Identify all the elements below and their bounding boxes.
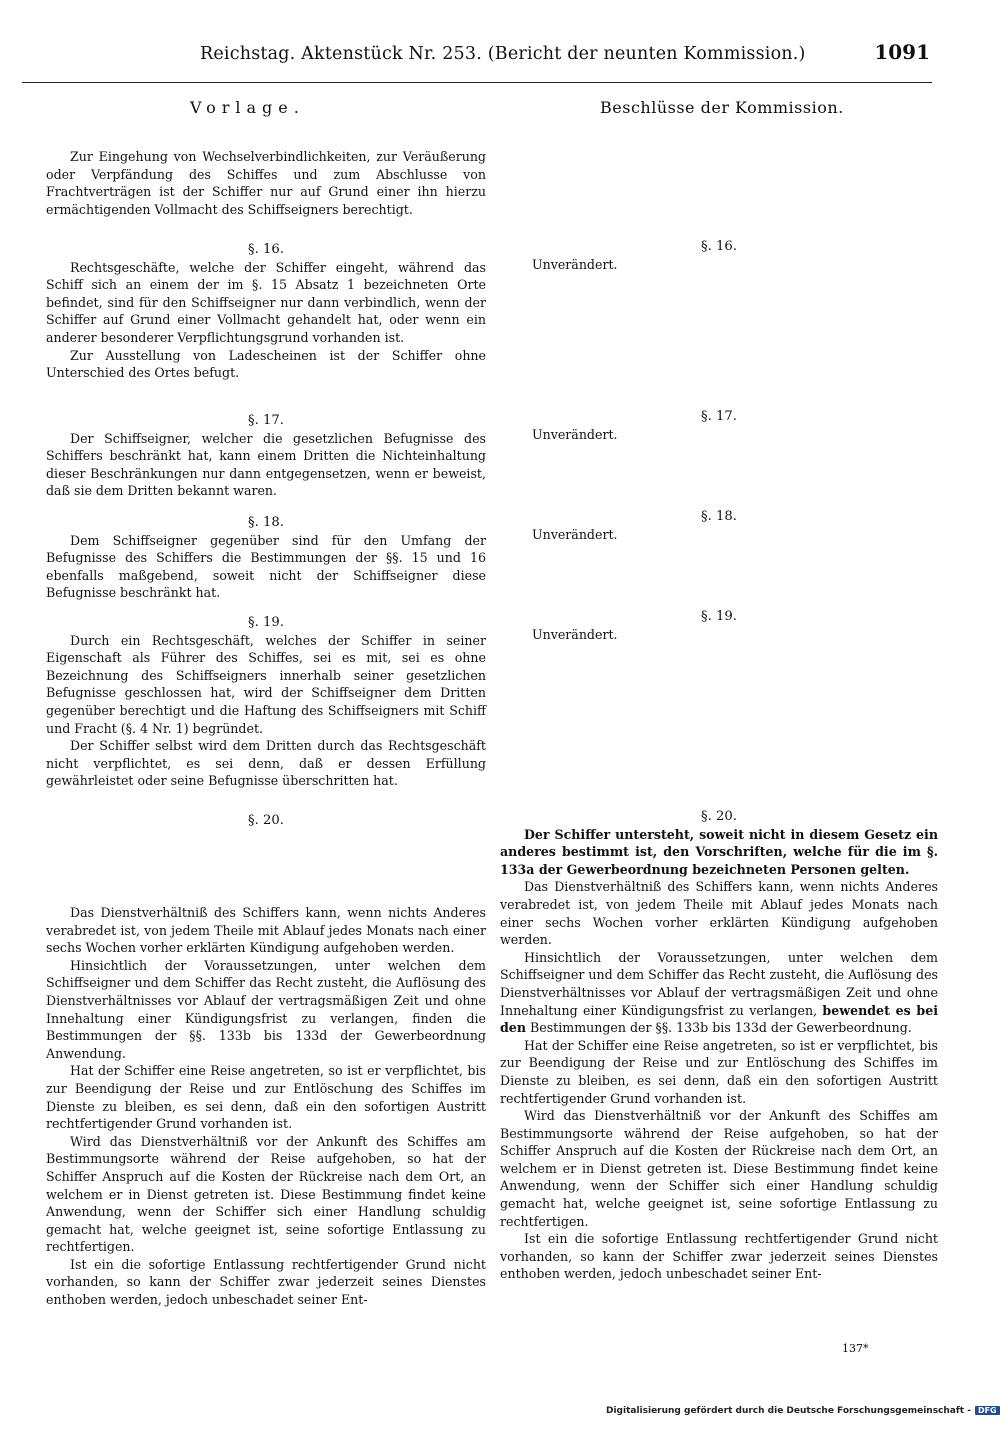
left-column-title: Vorlage.: [190, 98, 305, 117]
paragraph: Dem Schiffseigner gegenüber sind für den Umfang der Befugnisse des Schiffers die Bestimmungen der §§. 15 und 16 ebenfalls maßgebend, soweit nicht der Schiffseigner diese Befugnisse beschränkt hat.: [46, 532, 486, 601]
paragraph: Wird das Dienstverhältniß vor der Ankunft des Schiffes am Bestimmungsorte während der Reise aufgehoben, so hat der Schiffer Anspruch auf die Kosten der Rückreise nach dem Ort, an welchem er in Dienst getreten ist. Diese Bestimmung findet keine Anwendung, wenn der Schiffer sich einer Handlung schuldig gemacht hat, welche geeignet ist, seine sofortige Entlassung zu rechtfertigen.: [46, 1133, 486, 1255]
paragraph: Der Schiffer selbst wird dem Dritten durch das Rechtsgeschäft nicht verpflichtet, es sei denn, daß er dessen Erfüllung gewährleistet oder seine Befugnisse überschritten hat.: [46, 738, 486, 789]
header-rule: [22, 82, 932, 83]
unchanged-note: Unverändert.: [532, 256, 618, 272]
section-heading: §. 18.: [248, 515, 284, 530]
paragraph: Hat der Schiffer eine Reise angetreten, so ist er verpflichtet, bis zur Beendigung der Reise und zur Entlöschung des Schiffes im Dienste zu bleiben, es sei denn, daß ein den sofortigen Austritt rechtfertigender Grund vorhanden ist.: [46, 1063, 486, 1132]
unchanged-note: Unverändert.: [532, 426, 618, 442]
paragraph: Hat der Schiffer eine Reise angetreten, so ist er verpflichtet, bis zur Beendigung der Reise und zur Entlöschung des Schiffes im Dienste zu bleiben, es sei denn, daß ein den sofortigen Austritt rechtfertigender Grund vorhanden ist.: [500, 1037, 938, 1106]
paragraph: Zur Eingehung von Wechselverbindlichkeiten, zur Veräußerung oder Verpfändung des Schiffes und zum Abschlusse von Frachtverträgen ist der Schiffer nur auf Grund einer ihn hierzu ermächtigenden Vollmacht des Schiffseigners berechtigt.: [46, 149, 486, 217]
left-block-s16: [46, 241, 486, 382]
paragraph: [500, 949, 938, 1037]
dfg-credit: [606, 1406, 1000, 1416]
signature-mark: 137*: [842, 1342, 869, 1355]
section-heading: §. 19.: [701, 609, 737, 624]
paragraph: Ist ein die sofortige Entlassung rechtfertigender Grund nicht vorhanden, so kann der Schiffer zwar jederzeit seines Dienstes enthoben werden, jedoch unbeschadet seiner Ent-: [500, 1231, 938, 1282]
dfg-logo-icon: DFG: [975, 1406, 1000, 1415]
page-number: 1091: [874, 40, 930, 64]
text-run: Bestimmungen der §§. 133b bis 133d der Gewerbeordnung.: [530, 1020, 912, 1036]
right-block-s20: [500, 808, 938, 1283]
text-run: Hinsichtlich der Voraussetzungen, unter welchen dem Schiffseigner und dem Schiffer das Recht zusteht, die Auflösung des Dienstverhältnisses vor Ablauf der vertragsmäßigen Zeit und ohne Innehaltung einer Kündigungsfrist zu verlangen,: [500, 949, 938, 1018]
text-run-bold: bewendet es bei den: [500, 1002, 938, 1036]
left-block-s19: [46, 614, 486, 790]
right-block-s16: [500, 238, 938, 273]
section-heading: §. 17.: [701, 409, 737, 424]
paragraph: Wird das Dienstverhältniß vor der Ankunft des Schiffes am Bestimmungsorte während der Reise aufgehoben, so hat der Schiffer Anspruch auf die Kosten der Rückreise nach dem Ort, an welchem er in Dienst getreten ist. Diese Bestimmung findet keine Anwendung, wenn der Schiffer sich einer Handlung schuldig gemacht hat, welche geeignet ist, seine sofortige Entlassung zu rechtfertigen.: [500, 1108, 938, 1229]
right-block-s19: [500, 608, 938, 643]
unchanged-note: Unverändert.: [532, 526, 618, 542]
paragraph: Ist ein die sofortige Entlassung rechtfertigender Grund nicht vorhanden, so kann der Schiffer zwar jederzeit seines Dienstes enthoben werden, jedoch unbeschadet seiner Ent-: [46, 1256, 486, 1308]
left-block-s20-heading: [46, 812, 486, 830]
left-block-s20: [46, 904, 486, 1309]
left-block-s18: [46, 514, 486, 602]
running-header: [200, 40, 930, 72]
right-column-title: Beschlüsse der Kommission.: [600, 98, 844, 117]
header-title: Reichstag. Aktenstück Nr. 253. (Bericht der neunten Kommission.): [200, 44, 806, 64]
section-heading: §. 18.: [701, 509, 737, 524]
paragraph: Das Dienstverhältniß des Schiffers kann, wenn nichts Anderes verabredet ist, von jedem Theile mit Ablauf jedes Monats nach einer sechs Wochen vorher erklärten Kündigung aufgehoben werden.: [500, 879, 938, 948]
paragraph-bold: Der Schiffer untersteht, soweit nicht in diesem Gesetz ein anderes bestimmt ist, den Vorschriften, welche für die im §. 133a der Gewerbeordnung bezeichneten Personen gelten.: [500, 826, 938, 877]
dfg-credit-text: Digitalisierung gefördert durch die Deutsche Forschungsgemeinschaft -: [606, 1406, 971, 1416]
paragraph: Hinsichtlich der Voraussetzungen, unter welchen dem Schiffseigner und dem Schiffer das Recht zusteht, die Auflösung des Dienstverhältnisses vor Ablauf der vertragsmäßigen Zeit und ohne Innehaltung einer Kündigungsfrist zu verlangen, finden die Bestimmungen der §§. 133b bis 133d der Gewerbeordnung Anwendung.: [46, 957, 486, 1061]
left-block-intro: [46, 148, 486, 218]
unchanged-note: Unverändert.: [532, 626, 618, 642]
right-block-s18: [500, 508, 938, 543]
left-block-s17: [46, 412, 486, 500]
paragraph: Durch ein Rechtsgeschäft, welches der Schiffer in seiner Eigenschaft als Führer des Schiffes, sei es mit, sei es ohne Bezeichnung des Schiffseigners innerhalb seiner gesetzlichen Befugnisse geschlossen hat, wird der Schiffseigner dem Dritten gegenüber berechtigt und die Haftung des Schiffseigners mit Schiff und Fracht (§. 4 Nr. 1) begründet.: [46, 632, 486, 736]
paragraph: Rechtsgeschäfte, welche der Schiffer eingeht, während das Schiff sich an einem der im §. 15 Absatz 1 bezeichneten Orte befindet, sind für den Schiffseigner nur dann verbindlich, wenn der Schiffer auf Grund einer Vollmacht gehandelt hat, oder wenn ein anderer besonderer Verpflichtungsgrund vorhanden ist.: [46, 259, 486, 345]
section-heading: §. 16.: [248, 242, 284, 257]
paragraph: Zur Ausstellung von Ladescheinen ist der Schiffer ohne Unterschied des Ortes befugt.: [46, 347, 486, 381]
section-heading: §. 20.: [248, 813, 284, 828]
paragraph: Das Dienstverhältniß des Schiffers kann, wenn nichts Anderes verabredet ist, von jedem Theile mit Ablauf jedes Monats nach einer sechs Wochen vorher erklärten Kündigung aufgehoben werden.: [46, 905, 486, 956]
section-heading: §. 19.: [248, 615, 284, 630]
right-block-s17: [500, 408, 938, 443]
section-heading: §. 20.: [701, 809, 737, 824]
section-heading: §. 17.: [248, 413, 284, 428]
section-heading: §. 16.: [701, 239, 737, 254]
paragraph: Der Schiffseigner, welcher die gesetzlichen Befugnisse des Schiffers beschränkt hat, kann einem Dritten die Nichteinhaltung dieser Beschränkungen nur dann entgegensetzen, wenn er beweist, daß sie dem Dritten bekannt waren.: [46, 430, 486, 499]
